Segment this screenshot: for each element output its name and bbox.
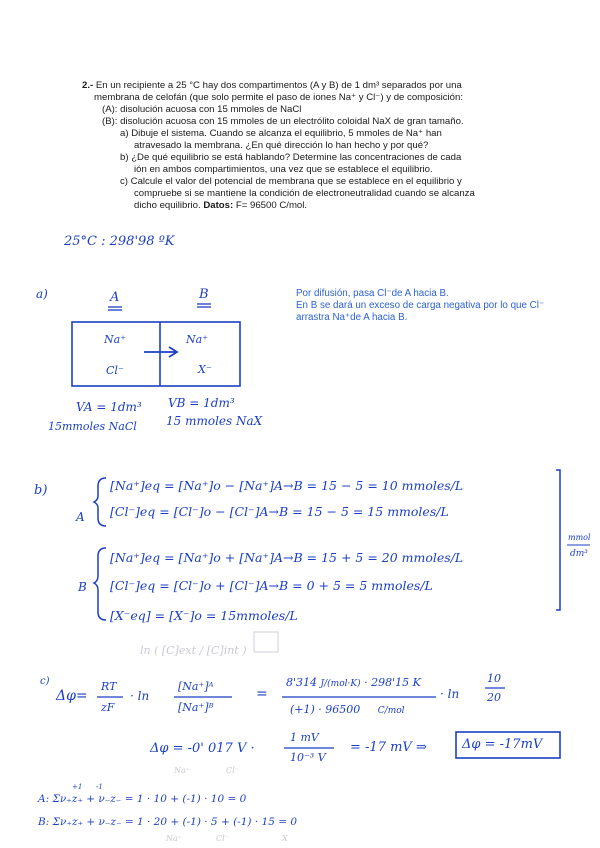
group-a-label: A bbox=[76, 510, 85, 524]
intro-line-2: membrana de celofán (que solo permite el paso de iones Na⁺ y Cl⁻) y de composición: bbox=[94, 92, 464, 103]
column-a-label: A bbox=[110, 290, 120, 305]
compartment-box bbox=[72, 322, 240, 386]
numerator-value: 8'314 J/(mol·K) · 298'15 K bbox=[286, 676, 421, 689]
question-a-2: atravesado la membrana. ¿En qué dirección lo han hecho y por qué? bbox=[134, 140, 429, 151]
zf: zF bbox=[101, 701, 115, 714]
frac2-den: 20 bbox=[487, 691, 501, 704]
question-c-1: c) Calcule el valor del potencial de membrana que se establece en el equilibrio y bbox=[120, 176, 462, 187]
eq-b-x: [X⁻eq] = [X⁻]o = 15mmoles/L bbox=[110, 608, 298, 623]
question-b-1: b) ¿De qué equilibrio se está hablando? Determine las concentraciones de cada bbox=[120, 152, 462, 163]
eq-a-cl: [Cl⁻]eq = [Cl⁻]o − [Cl⁻]A→B = 15 − 5 = 15 mmoles/L bbox=[110, 504, 449, 519]
note-line-2: En B se dará un exceso de carga negativa por lo que Cl⁻ bbox=[296, 300, 545, 311]
sub-cl: Cl⁻ bbox=[216, 834, 229, 843]
ratio-den: [Na⁺]ᴮ bbox=[178, 701, 214, 714]
part-c-label: c) bbox=[40, 676, 50, 687]
note-line-3: arrastra Na⁺de A hacia B. bbox=[296, 312, 408, 323]
temperature-note: 25°C : 298'98 ºK bbox=[64, 234, 175, 249]
data-label: Datos: bbox=[203, 200, 234, 211]
x-right: X⁻ bbox=[198, 363, 212, 376]
conv-num: 1 mV bbox=[290, 731, 319, 744]
problem-number: 2.- bbox=[82, 80, 94, 91]
question-c-3: dicho equilibrio. bbox=[134, 200, 201, 211]
question-b-2: ión en ambos compartimientos, una vez que se establece el equilibrio. bbox=[134, 164, 433, 175]
item-b: (B): disolución acuosa con 15 mmoles de un electrólito coloidal NaX de gran tamaño. bbox=[102, 116, 464, 127]
amount-a: 15mmoles NaCl bbox=[48, 420, 137, 433]
denominator-value: (+1) · 96500 C/mol bbox=[290, 703, 405, 716]
column-b-label: B bbox=[199, 287, 209, 302]
na-left: Na⁺ bbox=[104, 333, 126, 346]
note-line-1: Por difusión, pasa Cl⁻de A hacia B. bbox=[296, 288, 449, 299]
item-a: (A): disolución acuosa con 15 mmoles de NaCl bbox=[102, 104, 302, 115]
ratio-num: [Na⁺]ᴬ bbox=[178, 680, 214, 693]
ln-1: · ln bbox=[130, 689, 150, 703]
part-b-label: b) bbox=[34, 483, 48, 498]
part-a-label: a) bbox=[36, 287, 48, 301]
question-a-1: a) Dibuje el sistema. Cuando se alcanza el equilibrio, 5 mmoles de Na⁺ han bbox=[120, 128, 442, 139]
equals-1: = bbox=[256, 686, 268, 702]
result-line: Δφ = -0' 017 V · bbox=[150, 741, 255, 756]
group-b-label: B bbox=[78, 580, 87, 594]
ion-na-under: Na⁺ bbox=[174, 766, 190, 775]
brace-a bbox=[94, 478, 106, 526]
brace-b bbox=[94, 548, 106, 620]
sup-plus: +1 bbox=[72, 783, 83, 791]
sub-x: X bbox=[282, 834, 288, 843]
intro-line-1: En un recipiente a 25 °C hay dos compartimentos (A y B) de 1 dm³ separados por una bbox=[95, 80, 462, 91]
volume-a: VA = 1dm³ bbox=[76, 400, 142, 414]
result-mv: = -17 mV ⇒ bbox=[350, 740, 427, 755]
amount-b: 15 mmoles NaX bbox=[166, 414, 263, 428]
electroneutrality-a: A: Σν₊z₊ + ν₋z₋ = 1 · 10 + (-1) · 10 = 0 bbox=[38, 793, 247, 805]
explanation-note bbox=[296, 288, 576, 324]
volume-b: VB = 1dm³ bbox=[168, 396, 235, 410]
ion-cl-under: Cl⁻ bbox=[226, 766, 239, 775]
unit-top: mmol bbox=[568, 533, 591, 542]
cl-left: Cl⁻ bbox=[106, 364, 124, 377]
sub-na: Na⁺ bbox=[166, 834, 182, 843]
question-c-2: compruebe si se mantiene la condición de electroneutralidad cuando se alcanza bbox=[134, 188, 475, 199]
data-value: F= 96500 C/mol. bbox=[235, 200, 308, 211]
na-right: Na⁺ bbox=[186, 333, 208, 346]
sup-minus: -1 bbox=[96, 783, 103, 791]
frac2-num: 10 bbox=[487, 672, 501, 685]
boxed-result: Δφ = -17mV bbox=[462, 737, 543, 752]
unit-bottom: dm³ bbox=[570, 549, 588, 559]
eq-a-na: [Na⁺]eq = [Na⁺]o − [Na⁺]A→B = 15 − 5 = 10 mmoles/L bbox=[110, 478, 464, 493]
ln-2: · ln bbox=[440, 687, 460, 701]
conv-den: 10⁻³ V bbox=[290, 751, 326, 764]
faint-sketch: ln ( [C]ext / [C]int ) bbox=[140, 644, 247, 657]
rt: RT bbox=[101, 680, 117, 693]
eq-b-cl: [Cl⁻]eq = [Cl⁻]o + [Cl⁻]A→B = 0 + 5 = 5 mmoles/L bbox=[110, 578, 433, 593]
delta-phi: Δφ= bbox=[56, 688, 88, 704]
electroneutrality-b: B: Σν₊z₊ + ν₋z₋ = 1 · 20 + (-1) · 5 + (-1) · 15 = 0 bbox=[38, 816, 298, 828]
eq-b-na: [Na⁺]eq = [Na⁺]o + [Na⁺]A→B = 15 + 5 = 20 mmoles/L bbox=[110, 550, 464, 565]
